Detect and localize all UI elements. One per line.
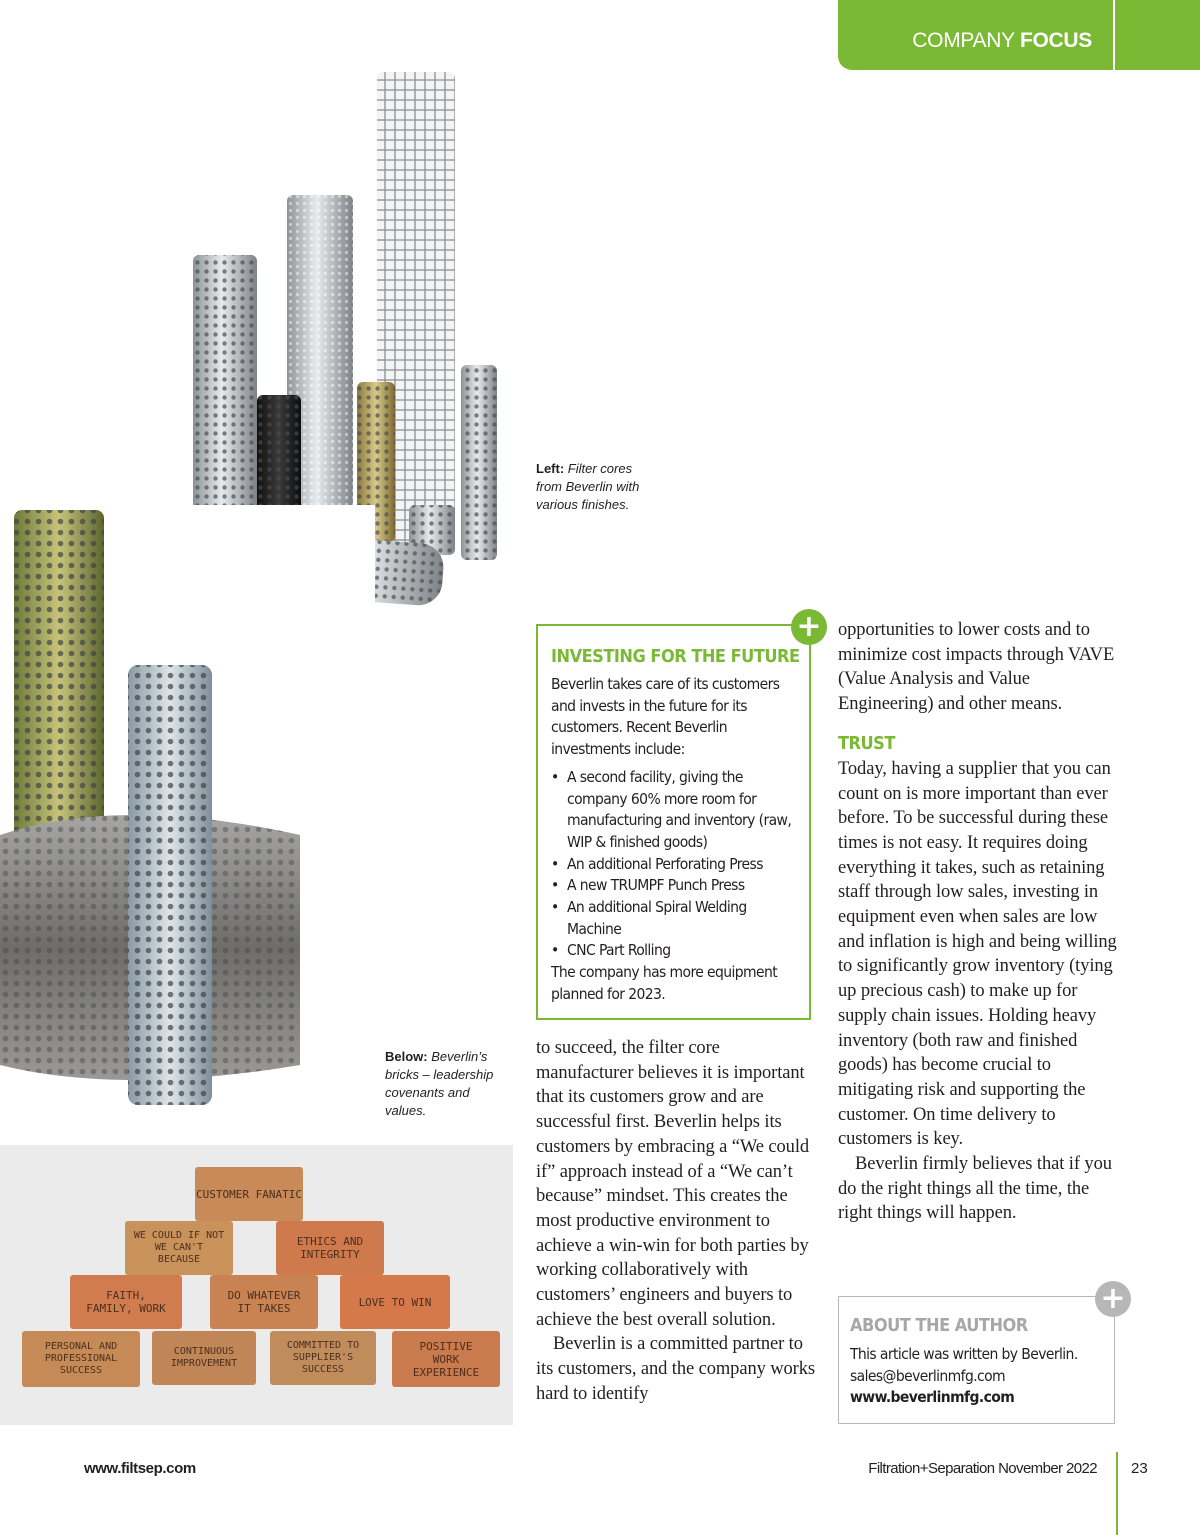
list-item: • A new TRUMPF Punch Press bbox=[551, 875, 803, 897]
brick-row-2b bbox=[276, 1221, 384, 1275]
caption-left-lead: Left: bbox=[536, 461, 565, 476]
investing-sidebar bbox=[536, 624, 811, 1020]
page-number: 23 bbox=[1131, 1460, 1148, 1477]
brick-label: COMMITTED TO SUPPLIER'S SUCCESS bbox=[286, 1340, 360, 1375]
list-item: • A second facility, giving the company 60% more room for manufacturing and inventory (raw, WIP & finished goods) bbox=[551, 767, 803, 854]
brick bbox=[125, 1221, 233, 1275]
list-item: • An additional Perforating Press bbox=[551, 854, 803, 876]
author-email-link[interactable]: sales@beverlinmfg.com bbox=[850, 1366, 1006, 1385]
sidebar-outro: The company has more equipment planned for 2023. bbox=[551, 963, 778, 1003]
body-paragraph: Beverlin firmly believes that if you do the right things all the time, the right things will happen. bbox=[838, 1154, 1112, 1224]
brick-label: CUSTOMER FANATIC bbox=[196, 1187, 302, 1201]
brick bbox=[392, 1331, 500, 1387]
body-paragraph: Today, having a supplier that you can count on is more important than ever before. To be successful during these times is not easy. It requires doing everything it takes, such as retaining staff through low sales, investing in equipment even when sales are low and inflation is high and being willing to significantly grow inventory (tying up precious cash) to make up for supply chain issues. Holding heavy inventory (both raw and finished goods) has become crucial to mitigating risk and supporting the customer. On time delivery to customers is key. bbox=[838, 758, 1117, 1150]
leadership-bricks-photo bbox=[0, 1145, 513, 1425]
caption-left bbox=[536, 460, 656, 514]
footer-divider bbox=[1116, 1452, 1118, 1535]
perforated-tubes-illustration bbox=[0, 505, 375, 1145]
brick-row-2a bbox=[125, 1221, 233, 1275]
body-column-middle bbox=[536, 1036, 816, 1407]
section-tab bbox=[838, 0, 1200, 70]
section-tab-divider bbox=[1113, 0, 1115, 70]
brick-row-1 bbox=[195, 1167, 303, 1221]
brick bbox=[340, 1275, 450, 1329]
brick bbox=[270, 1331, 376, 1385]
plus-icon: + bbox=[1095, 1281, 1131, 1317]
about-author-text: This article was written by Beverlin. bbox=[850, 1345, 1078, 1363]
about-author-heading: ABOUT THE AUTHOR bbox=[850, 1315, 1028, 1336]
brick-row-3a bbox=[70, 1275, 182, 1329]
brick-label: FAITH, FAMILY, WORK bbox=[86, 1289, 166, 1315]
list-item: • An additional Spiral Welding Machine bbox=[551, 897, 803, 940]
perforated-tubes-photo bbox=[0, 505, 375, 1145]
caption-below-lead: Below: bbox=[385, 1049, 428, 1064]
sidebar-intro: Beverlin takes care of its customers and invests in the future for its customers. Recent Beverlin investments include: bbox=[551, 675, 780, 759]
brick-row-4c bbox=[270, 1331, 376, 1385]
caption-left-text: Filter cores from Beverlin with various finishes. bbox=[536, 461, 640, 512]
author-website-link[interactable]: www.beverlinmfg.com bbox=[850, 1388, 1015, 1407]
body-paragraph: Beverlin is a committed partner to its customers, and the company works hard to identify bbox=[536, 1334, 815, 1404]
brick bbox=[70, 1275, 182, 1329]
sidebar-investment-list bbox=[551, 767, 803, 962]
body-paragraph: to succeed, the filter core manufacturer believes it is important that its customers grow and are successful first. Beverlin helps its customers by embracing a “We could if” approach instead of a “We can’t because” mindset. This creates the most productive environment to achieve a win-win for both parties by working collaboratively with customers’ engineers and buyers to achieve the best overall solution. bbox=[536, 1038, 810, 1330]
footer-website[interactable]: www.filtsep.com bbox=[84, 1460, 196, 1477]
brick bbox=[22, 1331, 140, 1387]
plus-icon: + bbox=[791, 609, 827, 645]
brick-label: PERSONAL AND PROFESSIONAL SUCCESS bbox=[44, 1341, 118, 1376]
brick bbox=[195, 1167, 303, 1221]
list-item: • CNC Part Rolling bbox=[551, 940, 803, 962]
section-label bbox=[912, 29, 1092, 53]
brick-label: POSITIVE WORK EXPERIENCE bbox=[412, 1339, 480, 1379]
about-author-box bbox=[838, 1296, 1115, 1424]
trust-heading: TRUST bbox=[838, 732, 895, 754]
body-column-right bbox=[838, 618, 1118, 1226]
brick-row-3c bbox=[340, 1275, 450, 1329]
brick-row-3b bbox=[210, 1275, 318, 1329]
section-label-regular: COMPANY bbox=[912, 29, 1020, 52]
brick-label: ETHICS AND INTEGRITY bbox=[296, 1235, 364, 1261]
caption-below bbox=[385, 1048, 503, 1120]
brick bbox=[210, 1275, 318, 1329]
brick-row-4a bbox=[22, 1331, 140, 1387]
body-paragraph: opportunities to lower costs and to minimize cost impacts through VAVE (Value Analysis and Value Engineering) and other means. bbox=[838, 620, 1115, 715]
brick-label: CONTINUOUS IMPROVEMENT bbox=[170, 1346, 238, 1369]
section-label-bold: FOCUS bbox=[1019, 29, 1092, 52]
caption-below-text: Beverlin’s bricks – leadership covenants and values. bbox=[385, 1049, 494, 1118]
sidebar-heading: INVESTING FOR THE FUTURE bbox=[551, 646, 800, 667]
footer-magazine-issue: Filtration+Separation November 2022 bbox=[868, 1460, 1097, 1477]
brick bbox=[152, 1331, 256, 1385]
brick-label: LOVE TO WIN bbox=[358, 1295, 432, 1309]
brick-row-4d bbox=[392, 1331, 500, 1387]
brick-row-4b bbox=[152, 1331, 256, 1385]
brick bbox=[276, 1221, 384, 1275]
brick-label: DO WHATEVER IT TAKES bbox=[227, 1289, 301, 1315]
brick-label: WE COULD IF NOT WE CAN'T BECAUSE bbox=[133, 1230, 225, 1265]
